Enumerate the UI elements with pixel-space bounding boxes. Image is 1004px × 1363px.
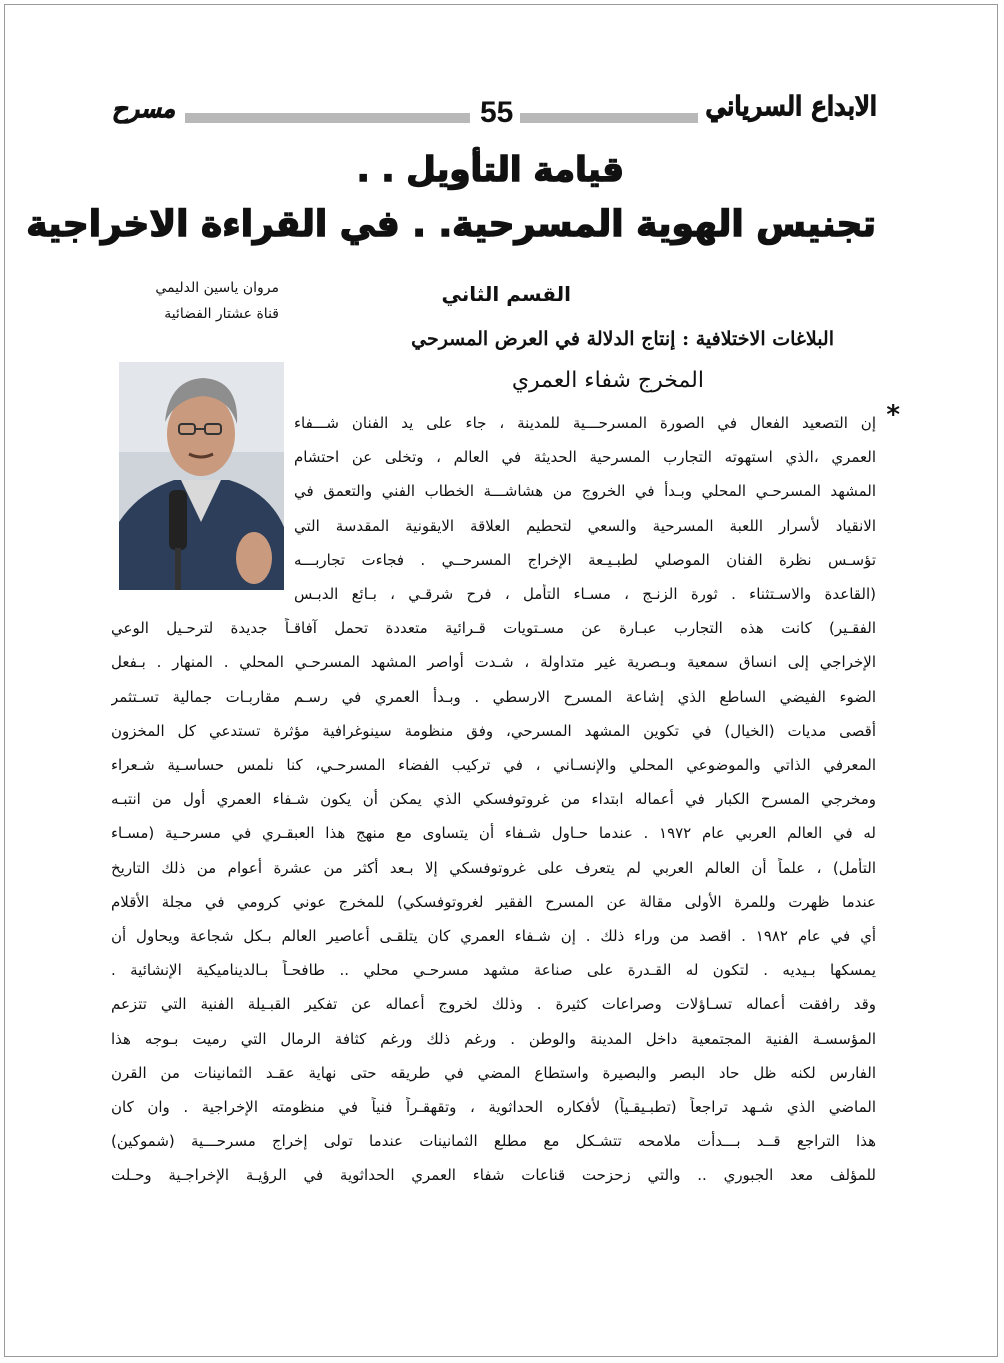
author-photo [119, 362, 284, 590]
body-line: عندما ظهرت وللمرة الأولى مقالة عن المسرح الفقير لغروتوفسكي) للمخرج عوني كرومي في مجلة الأقلام [111, 892, 876, 911]
body-line: إن التصعيد الفعال في الصورة المسرحـــية للمدينة ، جاء على يد الفنان شـــفاء [294, 414, 876, 432]
portrait-image [119, 362, 284, 590]
body-line: الماضي الذي شـهد تراجعاً (تطبـيقـياً) لأفكاره الحداثوية ، وتقهقـراً فنياً في منظومته الإخراجية . وان كان [111, 1098, 876, 1116]
part-label: القسم الثاني [441, 282, 571, 306]
body-line: المشهد المسرحـي المحلي وبـدأ في الخروج من هشاشـــة الخطاب الفني والتعمق في [294, 482, 876, 501]
header-divider-right [520, 113, 698, 123]
page-number: 55 [480, 96, 514, 129]
body-line: له في العالم العربي عام ١٩٧٢ . عندما حـاول شـفاء أن يتساوى مع منهج هذا العبقـري في مسرحـية (مسـاء [111, 824, 876, 843]
body-line: العمري ،الذي استهوته التجارب المسرحية الحديثة في العالم ، وتخلى عن احتشام [294, 448, 876, 467]
body-line: ومخرجي المسرح الكبار في أعماله ابتداء من غروتوفسكي الذي يمكن أن يكون شـفاء العمري أول من انتبـه [111, 790, 876, 809]
body-line: وقد رافقت أعماله تسـاؤلات وصراعات كثيرة . وذلك لخروج أعماله عن تفكير القبـيلة الفنية التي تتزعم [111, 995, 876, 1014]
body-line: الضوء الفيضي الساطع الذي إشاعة المسرح الارسطي . وبـدأ العمري في رسـم مقاربـات جمالية تسـتثمر [111, 687, 876, 706]
body-line: الفقـير) كانت هذه التجارب عبـارة عن مسـتويات قـرائية متعددة تحمل آفاقـاً جديدة لترحـيل الوعي [111, 619, 876, 638]
footnote-star: * [886, 400, 900, 430]
body-line: أقصى مديات (الخيال) في تكوين المشهد المسرحي، وفق منظومة سينوغرافية مؤثرة تستدعي كل المخزون [111, 721, 876, 740]
body-line: للمؤلف معد الجبوري .. والتي زحزحت قناعات شفاء العمري الحداثوية في الرؤيـة الإخراجـية وحـلت [111, 1166, 876, 1185]
body-line: المؤسسـة الفنية المجتمعية داخل المدينة والوطن . ورغم ذلك ورغم كثافة الرمال التي رميت بـوجه هذا [111, 1029, 876, 1048]
article-title-line-2: تجنيس الهوية المسرحية. . في القراءة الاخراجية [26, 204, 876, 245]
article-subtitle: البلاغات الاختلافية : إنتاج الدلالة في العرض المسرحي [411, 328, 834, 350]
body-line: الفارس لكنه ظل حاد البصر والبصيرة واستطاع المضي في طريقه حتى نهاية عقـد الثمانينات من القرن [111, 1063, 876, 1082]
body-line: المعرفي الذاتي والموضوعي المحلي والإنسـاني ، في تركيب الفضاء المسرحـي، كنا نلمس حساسـية شـعراء [111, 756, 876, 774]
author-box [79, 275, 279, 327]
author-affiliation: قناة عشتار الفضائية [164, 306, 279, 322]
section-name: مسرح [112, 94, 175, 123]
header-divider-left [185, 113, 470, 123]
body-line: يمسكها بـيديه . لتكون له القـدرة على صناعة مشهد مسرحـي محلي .. طافحـاً بـالديناميكية الإنشائية . [111, 961, 876, 980]
director-line: المخرج شفاء العمري [511, 368, 704, 393]
body-line: التأمل) ، علماً أن العالم العربي لم يتعرف على غروتوفسكي إلا بـعد أكثر من عشرة أعوام من ذلك التاريخ [111, 858, 876, 877]
body-line: (القاعدة والاسـتثناء . ثورة الزنـج ، مسـاء التأمل ، فرح شرقـي ، بـائع الدبـس [294, 585, 876, 603]
author-name: مروان ياسين الدليمي [155, 280, 279, 296]
body-line: الإخراجي إلى انساق سمعية وبـصرية غير متداولة ، شـدت أواصر المشهد المسرحـي المحلي . المنهار . بـفعل [111, 653, 876, 672]
body-line: الانقياد لأسرار اللعبة المسرحية والسعي لتحطيم العلاقة الايقونية المقدسة التي [294, 516, 876, 535]
body-line: أي في عام ١٩٨٢ . اقصد من وراء ذلك . إن شـفاء العمري كان يتلقـى أعاصير العالم بـكل شجاعة ويحاول أن [111, 927, 876, 945]
body-line: تؤسـس نظرة الفنان الموصلي لطبـيـعة الإخراج المسرحــي . فجاءت تجاربـــه [294, 550, 876, 569]
journal-name: الابداع السرياني [705, 92, 877, 122]
article-title-line-1: قيامة التأويل . . [356, 150, 624, 190]
body-line: هذا التراجع قــد بـــدأت ملامحه تتشـكل مع مطلع الثمانينات عندما تولى إخراج مسرحـــية (شموكين) [111, 1132, 876, 1151]
